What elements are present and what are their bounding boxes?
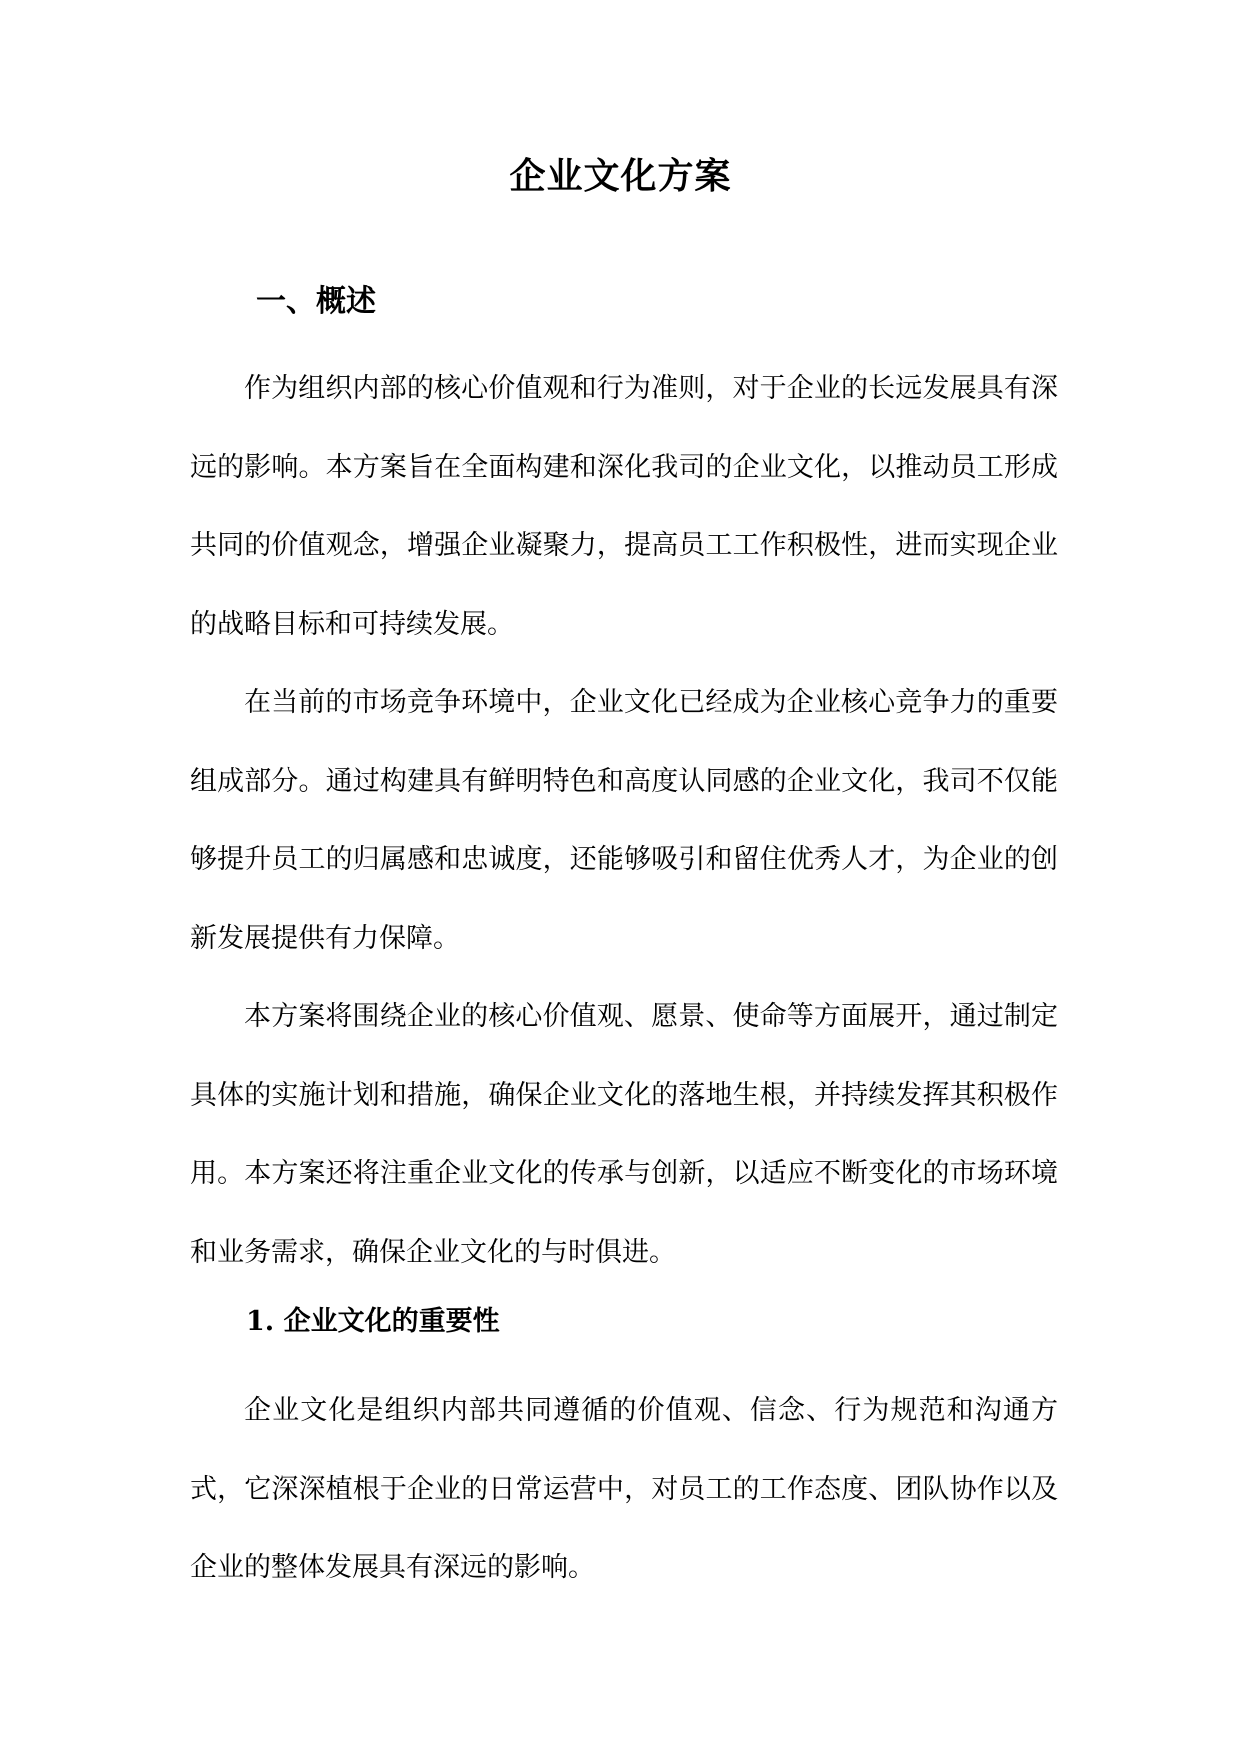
document-title: 企业文化方案 xyxy=(509,155,732,197)
overview-paragraph-3: 本方案将围绕企业的核心价值观、愿景、使命等方面展开，通过制定具体的实施计划和措施，确保企业文化的落地生根，并持续发挥其积极作用。本方案还将注重企业文化的传承与创新，以适应不断变化的市场环境和业务需求，确保企业文化的与时俱进。 xyxy=(190,1001,1058,1268)
overview-paragraph-2: 在当前的市场竞争环境中，企业文化已经成为企业核心竞争力的重要组成部分。通过构建具有鲜明特色和高度认同感的企业文化，我司不仅能够提升员工的归属感和忠诚度，还能够吸引和留住优秀人才，为企业的创新发展提供有力保障。 xyxy=(190,687,1058,954)
importance-paragraph-1: 企业文化是组织内部共同遵循的价值观、信念、行为规范和沟通方式，它深深植根于企业的日常运营中，对员工的工作态度、团队协作以及企业的整体发展具有深远的影响。 xyxy=(190,1395,1058,1583)
overview-paragraph-1: 作为组织内部的核心价值观和行为准则，对于企业的长远发展具有深远的影响。本方案旨在全面构建和深化我司的企业文化，以推动员工形成共同的价值观念，增强企业凝聚力，提高员工工作积极性，进而实现企业的战略目标和可持续发展。 xyxy=(190,373,1058,640)
subsection-heading-importance: 1. 企业文化的重要性 xyxy=(246,1306,500,1337)
section-heading-overview: 一、概述 xyxy=(256,284,376,319)
